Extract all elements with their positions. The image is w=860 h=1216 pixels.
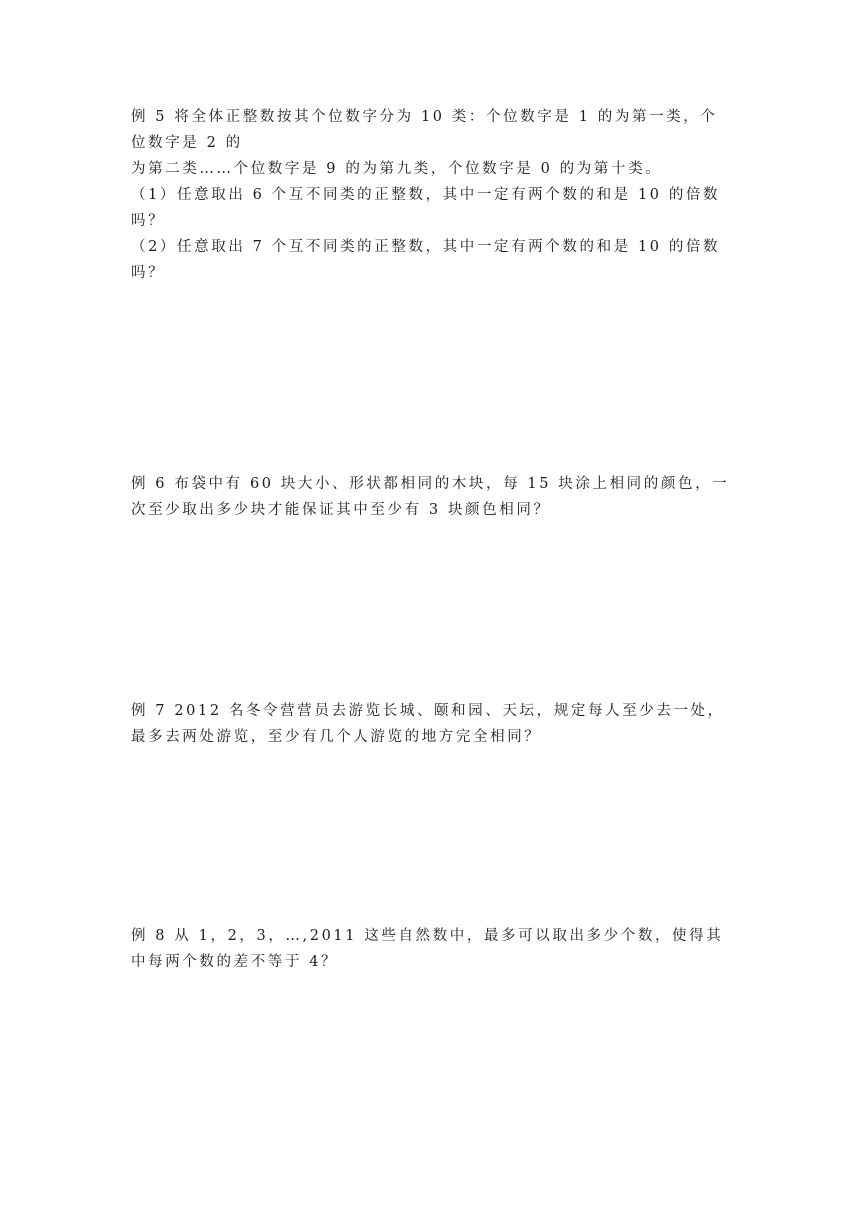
example-5-line-6: （2）任意取出 7 个互不同类的正整数，其中一定有两个数的和是 10 的倍数 bbox=[131, 239, 721, 255]
example-5-line-1: 例 5 将全体正整数按其个位数字分为 10 类：个位数字是 1 的为第一类，个 bbox=[131, 109, 718, 125]
example-8-line-1: 例 8 从 1，2，3，…,2011 这些自然数中，最多可以取出多少个数，使得其 bbox=[131, 928, 724, 944]
example-6-line-1: 例 6 布袋中有 60 块大小、形状都相同的木块，每 15 块涂上相同的颜色，一 bbox=[131, 476, 730, 492]
example-6 bbox=[131, 471, 731, 523]
example-6-line-2: 次至少取出多少块才能保证其中至少有 3 块颜色相同？ bbox=[131, 502, 551, 518]
example-5 bbox=[131, 104, 731, 286]
example-5-line-4: （1）任意取出 6 个互不同类的正整数，其中一定有两个数的和是 10 的倍数 bbox=[131, 187, 721, 203]
example-5-line-5: 吗？ bbox=[131, 213, 166, 229]
example-5-line-2: 位数字是 2 的 bbox=[131, 135, 243, 151]
example-8 bbox=[131, 923, 731, 975]
example-5-line-7: 吗？ bbox=[131, 265, 166, 281]
example-7 bbox=[131, 698, 731, 750]
example-7-line-1: 例 7 2012 名冬令营营员去游览长城、颐和园、天坛，规定每人至少去一处， bbox=[131, 703, 725, 719]
example-5-line-3: 为第二类……个位数字是 9 的为第九类，个位数字是 0 的为第十类。 bbox=[131, 161, 663, 177]
example-7-line-2: 最多去两处游览，至少有几个人游览的地方完全相同？ bbox=[131, 729, 542, 745]
example-8-line-2: 中每两个数的差不等于 4？ bbox=[131, 954, 339, 970]
